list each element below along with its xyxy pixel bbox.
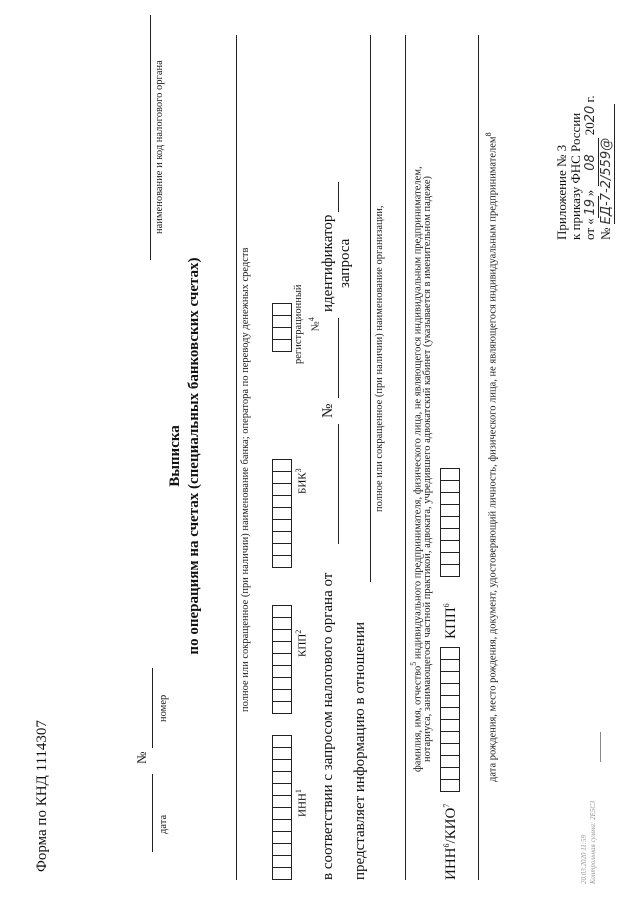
bank-reg-label: регистрационный №$^4$ [293,284,322,364]
bank-kpp-cells [272,605,292,714]
subject-birth-caption: дата рождения, место рождения, документ, удостоверяющий личность, физического лица, не являющегося индивидуальным предпринимателем$^8$ [484,132,499,782]
subject-person-line [405,35,406,880]
bank-inn-label: ИНН$^1$ [294,789,309,817]
bank-name-caption: полное или сокращенное (при наличии) наименование банка; оператора по переводу денежных средств [240,247,251,712]
subject-inn-kio-label: ИНН$^6$/КИО$^7$ [442,803,459,880]
subject-person-caption-1: фамилия, имя, отчество$^5$ индивидуального предпринимателя, физического лица, не являющегося индивидуальным предпринимателем, [409,166,424,772]
form-code: Форма по КНД 1114307 [34,720,50,872]
document-title: Выписка [167,425,183,487]
request-text: в соответствии с запросом налогового органа от [320,572,336,880]
subject-text: представляет информацию в отношении [352,621,368,880]
subject-birth-line [478,35,479,880]
scan-stamp: 20.03.2020 11:59 Контрольная сумма: 2E5C3 [580,800,597,884]
date-year: 20 [583,105,598,123]
number-line [152,668,153,748]
scan-mark [600,732,601,762]
request-number-sign: № [320,403,336,418]
appendix-number [599,95,615,240]
request-identifier-line [338,182,339,212]
bank-kpp-label: КПП$^2$ [294,629,309,657]
subject-org-line [370,35,371,582]
document-subtitle: по операциям на счетах (специальных банковских счетах) [186,257,202,655]
date-day: 19 [584,196,599,218]
tax-authority-caption: наименование и код налогового органа [154,60,165,234]
tax-authority-line [150,15,151,260]
appendix-date [583,95,599,240]
bank-name-line [236,35,237,880]
request-number-line [338,318,339,398]
appendix-line1: Приложение № 3 [554,144,569,240]
date-mid: » [582,189,597,197]
subject-person-caption-2: нотариуса, занимающегося частной практикой, адвоката, учредившего адвокатский кабинет (указывается в именительном падеже) [422,175,433,762]
date-month: 08 [584,138,599,186]
subject-org-caption: полное или сокращенное (при наличии) наименование организации, [374,205,385,512]
number-prefix: № [598,227,613,240]
subject-kpp-cells [440,468,460,577]
date-line [152,774,153,852]
year-prefix: 20 [582,122,597,136]
appendix-line2: к приказу ФНС России [568,112,583,240]
subject-inn-cells [440,647,460,792]
bank-bik-cells [272,459,292,568]
order-number: ЕД-7-2/559@ [600,104,615,224]
bank-inn-cells [272,735,292,880]
subject-kpp-label: КПП$^6$ [442,603,459,639]
request-identifier: идентификатор запроса [320,214,353,312]
request-date-line [338,424,339,544]
bank-bik-label: БИК$^3$ [294,468,309,494]
number-sign: № [134,751,149,764]
year-suffix: г. [582,95,597,103]
bank-reg-cells [272,303,292,352]
date-label: дата [158,814,169,834]
number-label: номер [158,694,169,722]
appendix-block [555,95,615,240]
date-prefix: от « [582,218,597,240]
